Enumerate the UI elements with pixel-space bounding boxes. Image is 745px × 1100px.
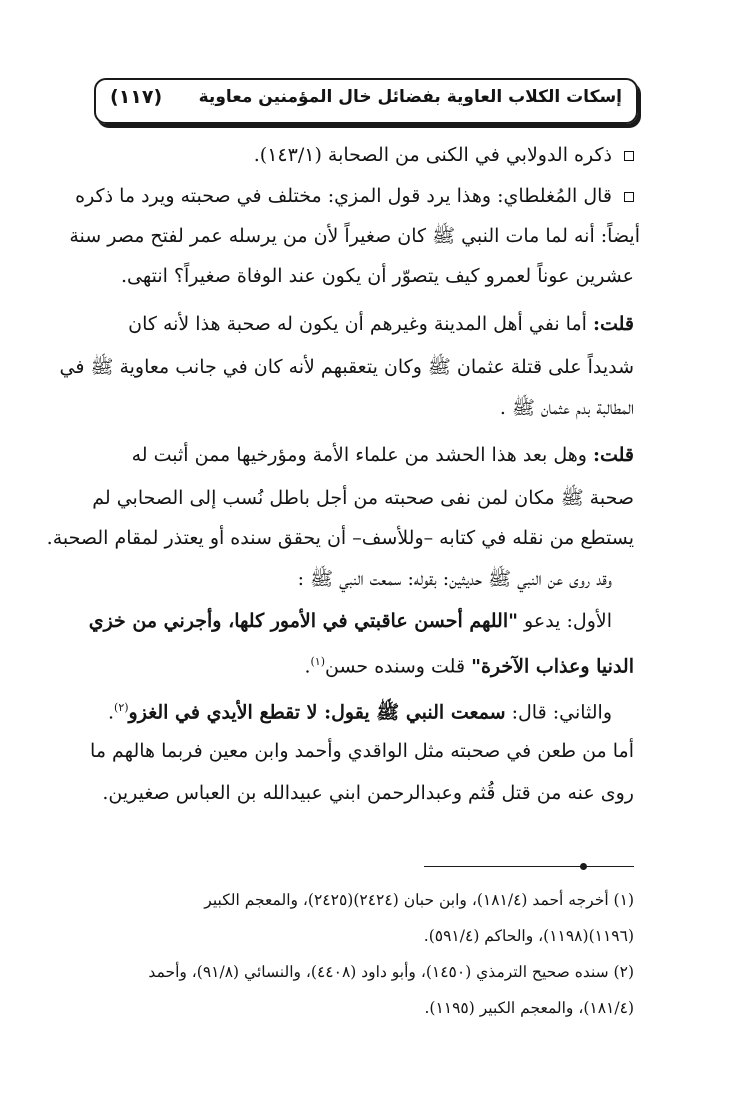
qultu-label: قلت:	[592, 313, 634, 335]
text-line: عشرين عوناً لعمرو كيف يتصوّر أن يكون عند الوفاة صغيراً؟ انتهى.	[120, 265, 634, 287]
footnote-line: (١) أخرجه أحمد (١٨١/٤)، وابن حبان (٢٤٢٤)(٢٤٢٥)، والمعجم الكبير	[204, 891, 634, 909]
text-line: وقد روى عن النبي ﷺ حديثين: بقوله: سمعت النبي ﷺ :	[297, 568, 612, 590]
text-line: الدنيا وعذاب الآخرة" قلت وسنده حسن$^{(١)}$.	[304, 655, 634, 678]
footnote-line: (١٨١/٤)، والمعجم الكبير (١١٩٥).	[424, 999, 634, 1017]
text-line: شديداً على قتلة عثمان ﷺ وكان يتعقبهم لأنه كان في جانب معاوية ﷺ في	[59, 356, 634, 378]
footnote-ref: (٢)	[114, 701, 129, 714]
footnote-separator	[424, 866, 634, 867]
text-line: أما من طعن في صحبته مثل الواقدي وأحمد وابن معين فربما هالهم ما	[90, 740, 634, 762]
footnote-line: (٢) سنده صحيح الترمذي (١٤٥٠)، وأبو داود (٤٤٠٨)، والنسائي (٩١/٨)، وأحمد	[148, 963, 634, 981]
text-line: قال المُغلطاي: وهذا يرد قول المزي: مختلف في صحبته ويرد ما ذكره	[94, 181, 634, 211]
text-line: والثاني: قال: سمعت النبي ﷺ يقول: لا تقطع الأيدي في الغزو$^{(٢)}$.	[107, 701, 612, 724]
text-line: ذكره الدولابي في الكنى من الصحابة (١٤٣/١).	[94, 140, 634, 170]
page-header	[94, 78, 638, 124]
footnote-ref: (١)	[310, 655, 325, 668]
text-line: روى عنه من قتل قُثم وعبدالرحمن ابني عبيدالله بن العباس صغيرين.	[102, 782, 634, 804]
square-bullet-icon	[624, 192, 634, 202]
footnote-line: (١١٩٦)(١١٩٨)، والحاكم (٥٩١/٤).	[423, 927, 634, 945]
text-line: قلت: أما نفي أهل المدينة وغيرهم أن يكون له صحبة هذا لأنه كان	[128, 313, 634, 335]
text-line: صحبة ﷺ مكان لمن نفى صحبته من أجل باطل نُسب إلى الصحابي لم	[92, 487, 634, 509]
text-line: الأول: يدعو "اللهم أحسن عاقبتي في الأمور كلها، وأجرني من خزي	[88, 610, 612, 632]
book-title: إسكات الكلاب العاوية بفضائل خال المؤمنين معاوية	[198, 87, 622, 107]
square-bullet-icon	[624, 151, 634, 161]
text-line: أيضاً: أنه لما مات النبي ﷺ كان صغيراً لأن من يرسله عمر لفتح مصر سنة	[69, 225, 640, 247]
text-line: المطالبة بدم عثمان ﷺ .	[499, 397, 634, 419]
hadith-text: "اللهم أحسن عاقبتي في الأمور كلها، وأجرني من خزي	[88, 610, 518, 632]
text-line: قلت: وهل بعد هذا الحشد من علماء الأمة ومؤرخيها ممن أثبت له	[131, 444, 634, 466]
qultu-label: قلت:	[592, 444, 634, 466]
hadith-text: الدنيا وعذاب الآخرة"	[471, 655, 634, 678]
hadith-text: سمعت النبي ﷺ يقول: لا تقطع الأيدي في الغزو	[128, 701, 506, 724]
separator-dot	[580, 863, 587, 870]
page-number: (١١٧)	[110, 86, 163, 108]
text-line: يستطع من نقله في كتابه –وللأسف– أن يحقق سنده أو يعتذر لمقام الصحبة.	[46, 527, 634, 549]
